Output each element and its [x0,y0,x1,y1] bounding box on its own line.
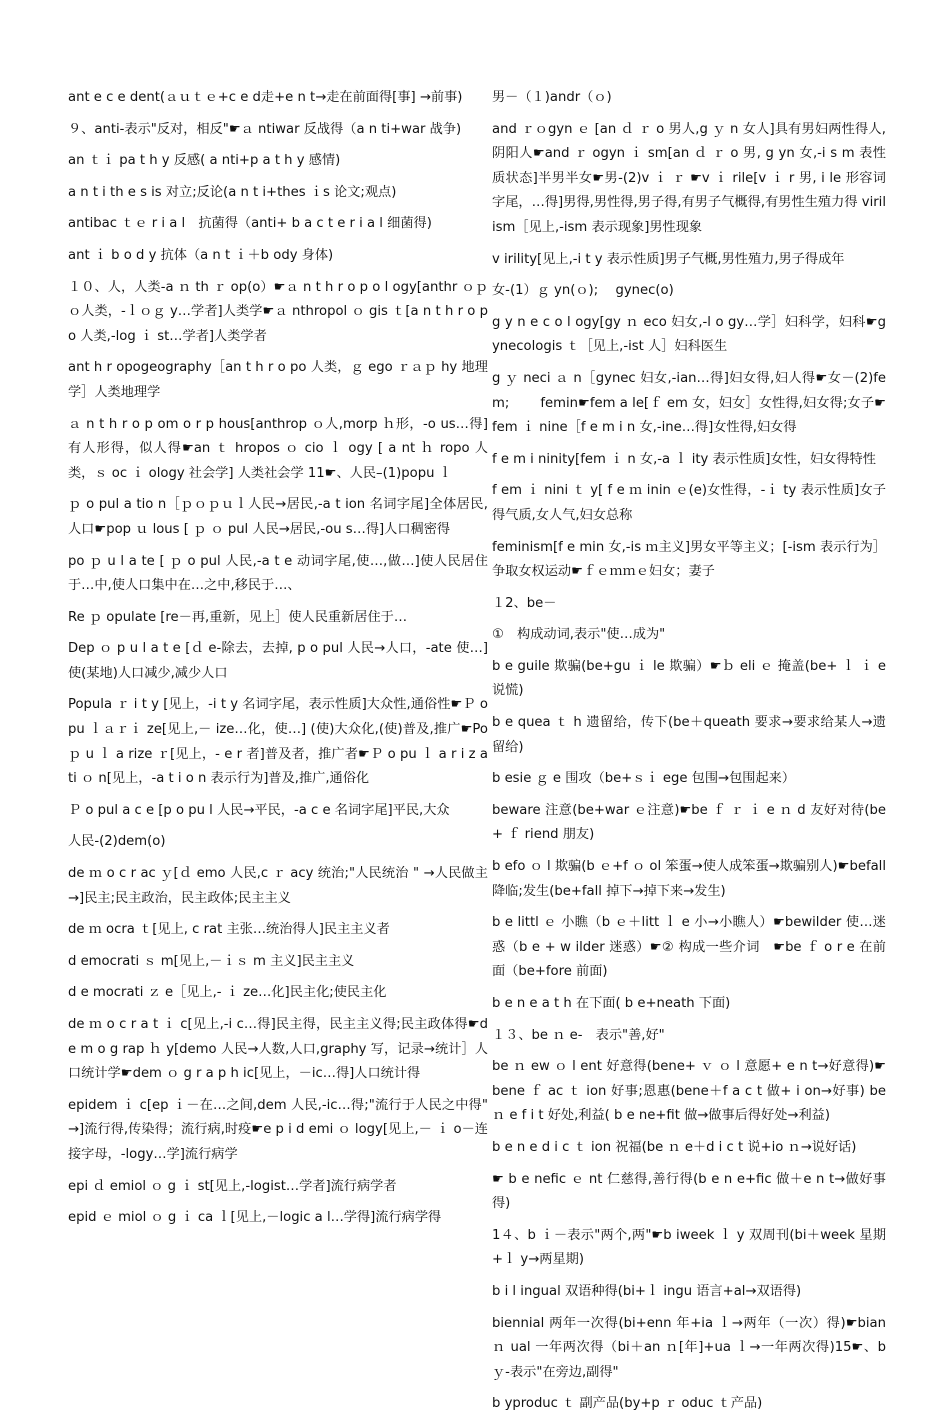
text-paragraph: biennial 两年一次得(bi+enn 年+ia ｌ→两年（一次）得)☛bian ｎ ual 一年两次得（bi＋an ｎ[年]+ua ｌ→一年两次得)15☛、b ｙ-表示"在旁边,副得" [492,1315,886,1380]
text-paragraph: 男－（１)andr（ｏ) [492,90,612,105]
text-paragraph: feminism[f e min 女,-is ｍ主义]男女平等主义；[-ism 表示行为］争取女权运动☛ｆｅｍｍｅ妇女；妻子 [492,539,886,580]
text-paragraph: de ｍ o c r a t ｉ c[见上,-i c…得]民主得，民主主义得;民主政体得☛d e m o g rap ｈ y[demo 人民→人数,人口,graphy 写，记录→统计］人口统计学☛dem ｏ g r a p h ic[见上，－ic…得]人口统计得 [68,1017,488,1082]
right-column [492,86,886,1424]
text-paragraph: f em ｉ nini ｔ y[ f e ｍ inin ｅ(e)女性得，-ｉ ty 表示性质]女子得气质,女人气,妇女总称 [492,483,886,523]
text-paragraph: epidem ｉ c[ep ｉ－在…之间,dem 人民,-ic…得;"流行于人民之中得" →]流行得,传染得；流行病,时疫☛e p i d emi ｏ logy[见上,－ ｉ o－连接字母，-logy…学]流行病学 [68,1097,488,1162]
text-paragraph: b i l ingual 双语种得(bi+ｌ ingu 语言+al→双语得) [492,1283,802,1299]
text-paragraph: ９、anti-表示"反对，相反"☛ａ ntiwar 反战得（a n ti+war 战争) [68,121,462,137]
text-paragraph: po ｐ u l a te [ ｐ o pul 人民,-a t e 动词字尾,使…,做…]使人民居住于…中,使人口集中在…之中,移民于…、 [68,553,488,594]
text-paragraph: ant ｉ b o d y 抗体（a n t ｉ＋b ody 身体) [68,247,334,263]
text-paragraph: d e mocrati ｚ e［见上,- ｉ ze…化]民主化;使民主化 [68,985,387,1001]
text-paragraph: b e quea ｔ h 遗留给，传下(be＋queath 要求→要求给某人→遗留给) [492,715,886,755]
text-paragraph: de ｍ o c r ac ｙ[ｄ emo 人民,c ｒ acy 统治;"人民统治 " →人民做主→]民主;民主政治，民主政体;民主主义 [68,866,488,906]
text-paragraph: ☛ b e nefic ｅ nt 仁慈得,善行得(b e n e+fic 做＋e n t→做好事得) [492,1171,886,1212]
text-paragraph: b e guile 欺骗(be+gu ｉ le 欺骗）☛ｂ eli ｅ 掩盖(be+ ｌ ｉ e 说慌) [492,658,886,699]
text-paragraph: 女-(1）ｇ yn(ｏ); gynec(o) [492,283,674,299]
text-paragraph: b e n e a t h 在下面( b e+neath 下面) [492,996,731,1011]
text-paragraph: ａ n t h r o p om o r p hous[anthrop ｏ人,morp ｈ形，-o us…得]有人形得，似人得☛an ｔ hropos ｏ cio ｌ ogy [ a nt ｈ ropo 人类，ｓ oc ｉ ology 社会学] 人类社会学 11☛、人民–(1)popu ｌ [68,416,488,481]
text-paragraph: Re ｐ opulate [re－再,重新，见上］使人民重新居住于… [68,609,408,625]
text-paragraph: b esie ｇ e 围攻（be+ｓｉ ege 包围→包围起来） [492,771,796,787]
text-paragraph: ① 构成动词,表示"使…成为" [492,627,666,643]
text-paragraph: 1４、b ｉ－表示"两个,两"☛b iweek ｌ y 双周刊(bi＋week 星期+ｌ y→两星期) [492,1227,886,1268]
left-column [68,86,488,1238]
text-paragraph: b e littl ｅ 小瞧（b ｅ＋litt ｌ e 小→小瞧人）☛bewilder 使…迷惑（b e + w ilder 迷惑）☛② 构成一些介词 ☛be ｆ o r e 在前面（be+fore 前面) [492,915,886,980]
text-paragraph: 人民-(2)dem(o) [68,834,166,850]
text-paragraph: １３、be ｎ e- 表示"善,好" [492,1027,665,1043]
text-paragraph: １０、人，人类-a ｎ th ｒ op(o）☛ａ n t h r o p o l ogy[anthr ｏｐｏ人类，-ｌｏｇ y…学者]人类学☛ａ nthropol ｏ gis ｔ[a n t h r o p o 人类,-log ｉ st…学者]人类学者 [68,279,488,344]
text-paragraph: a n t i th e s is 对立;反论(a n t i+thes ｉs 论文;观点) [68,184,397,200]
text-paragraph: epi ｄ emiol ｏ g ｉ st[见上,-logist…学者]流行病学者 [68,1178,397,1194]
text-paragraph: ant h r opogeography［an t h r o po 人类，ｇ ego ｒａｐ hy 地理学］人类地理学 [68,360,488,400]
text-paragraph: １2、be－ [492,595,557,611]
text-paragraph: antibac ｔｅ r i a l 抗菌得（anti+ b a c t e r i a l 细菌得) [68,216,432,232]
text-paragraph: ｐ o pul a tio n［ｐｏｐｕｌ人民→居民,-a t ion 名词字尾]全体居民,人口☛pop ｕ lous [ ｐ ｏ pul 人民→居民,-ou s…得]人口稠密得 [68,497,488,537]
text-paragraph: d emocrati ｓ m[见上,－ｉｓ m 主义]民主主义 [68,953,355,969]
text-paragraph: an ｔｉ pa t h y 反感( a nti+p a t h y 感情) [68,153,341,169]
text-paragraph: Popula ｒ i t y [见上，-i t y 名词字尾，表示性质]大众性,通俗性☛Ｐ opu ｌａｒｉ ze[见上,－ ize…化，使…] (使)大众化,(使)普及,推广☛Po ｐ u ｌ a rize ｒ[见上，- e r 者]普及者，推广者☛Ｐ o pu ｌ a r i z ati ｏ n[见上，-a t i o n 表示行为]普及,推广,通俗化 [68,697,488,787]
text-paragraph: de ｍ ocra ｔ[见上, c rat 主张…统治得人]民主主义者 [68,922,390,938]
text-paragraph: b yproduc ｔ 副产品(by+p ｒ oduc ｔ产品) [492,1396,763,1412]
text-paragraph: b e n e d i c ｔ ion 祝福(be ｎ e＋d i c t 说+io ｎ→说好话) [492,1139,857,1155]
text-paragraph: epid ｅ miol ｏ g ｉ ca ｌ[见上,－logic a l…学得]流行病学得 [68,1210,442,1226]
text-paragraph: b efo ｏ l 欺骗(b ｅ+f ｏ ol 笨蛋→使人成笨蛋→欺骗别人)☛befall 降临;发生(be+fall 掉下→掉下来→发生) [492,859,886,899]
text-paragraph: g ｙ neci ａ n［gynec 妇女,-ian…得]妇女得,妇人得☛女－(2)fem; femin☛fem a le[ｆ em 女，妇女］女性得,妇女得;女子☛fem ｉ nine［f e m i n 女,-ine…得]女性得,妇女得 [492,370,886,436]
text-paragraph: and ｒｏgyn ｅ [an ｄ ｒ o 男人,g ｙ n 女人]具有男妇两性得人,阴阳人☛and ｒ ogyn ｉ sm[an ｄ ｒ o 男, g yn 女,-i s m 表性质状态]半男半女☛男-(2)v ｉ ｒ ☛v ｉ rile[v ｉ r 男, i le 形容词字尾，…得]男得,男性得,男子得,有男子气概得,有男性生殖力得 virilism［见上,-ism 表示现象]男性现象 [492,121,886,235]
text-paragraph: Ｐ o pul a c e [p o pu l 人民→平民，-a c e 名词字尾]平民,大众 [68,802,450,818]
text-paragraph: g y n e c o l ogy[gy ｎ eco 妇女,-l o gy…学］妇科学，妇科☛gynecologis ｔ［见上,-ist 人］妇科医生 [492,314,886,355]
text-paragraph: beware 注意(be+war ｅ注意)☛be ｆ ｒ ｉ e ｎ d 友好对待(be+ ｆ riend 朋友) [492,802,886,843]
text-paragraph: f e m i ninity[fem ｉ n 女,-a ｌ ity 表示性质]女性，妇女得特性 [492,451,876,467]
text-paragraph: ant e c e dent(ａｕｔｅ+c e d走+e n t→走在前面得[事] →前事) [68,90,463,105]
text-paragraph: v irility[见上,-i t y 表示性质]男子气概,男性殖力,男子得成年 [492,251,845,267]
text-paragraph: be ｎ ew ｏ l ent 好意得(bene+ ｖ ｏ l 意愿+ e n t→好意得)☛bene ｆ ac ｔ ion 好事;恩惠(bene＋f a c t 做+ i on→好事) be ｎ e f i t 好处,利益( b e ne+fit 做→做事后得好处→利益) [492,1059,886,1124]
text-paragraph: Dep ｏ p u l a t e [ｄ e-除去，去掉, p o pul 人民→人口，-ate 使…]使(某地)人口减少,减少人口 [68,641,488,681]
